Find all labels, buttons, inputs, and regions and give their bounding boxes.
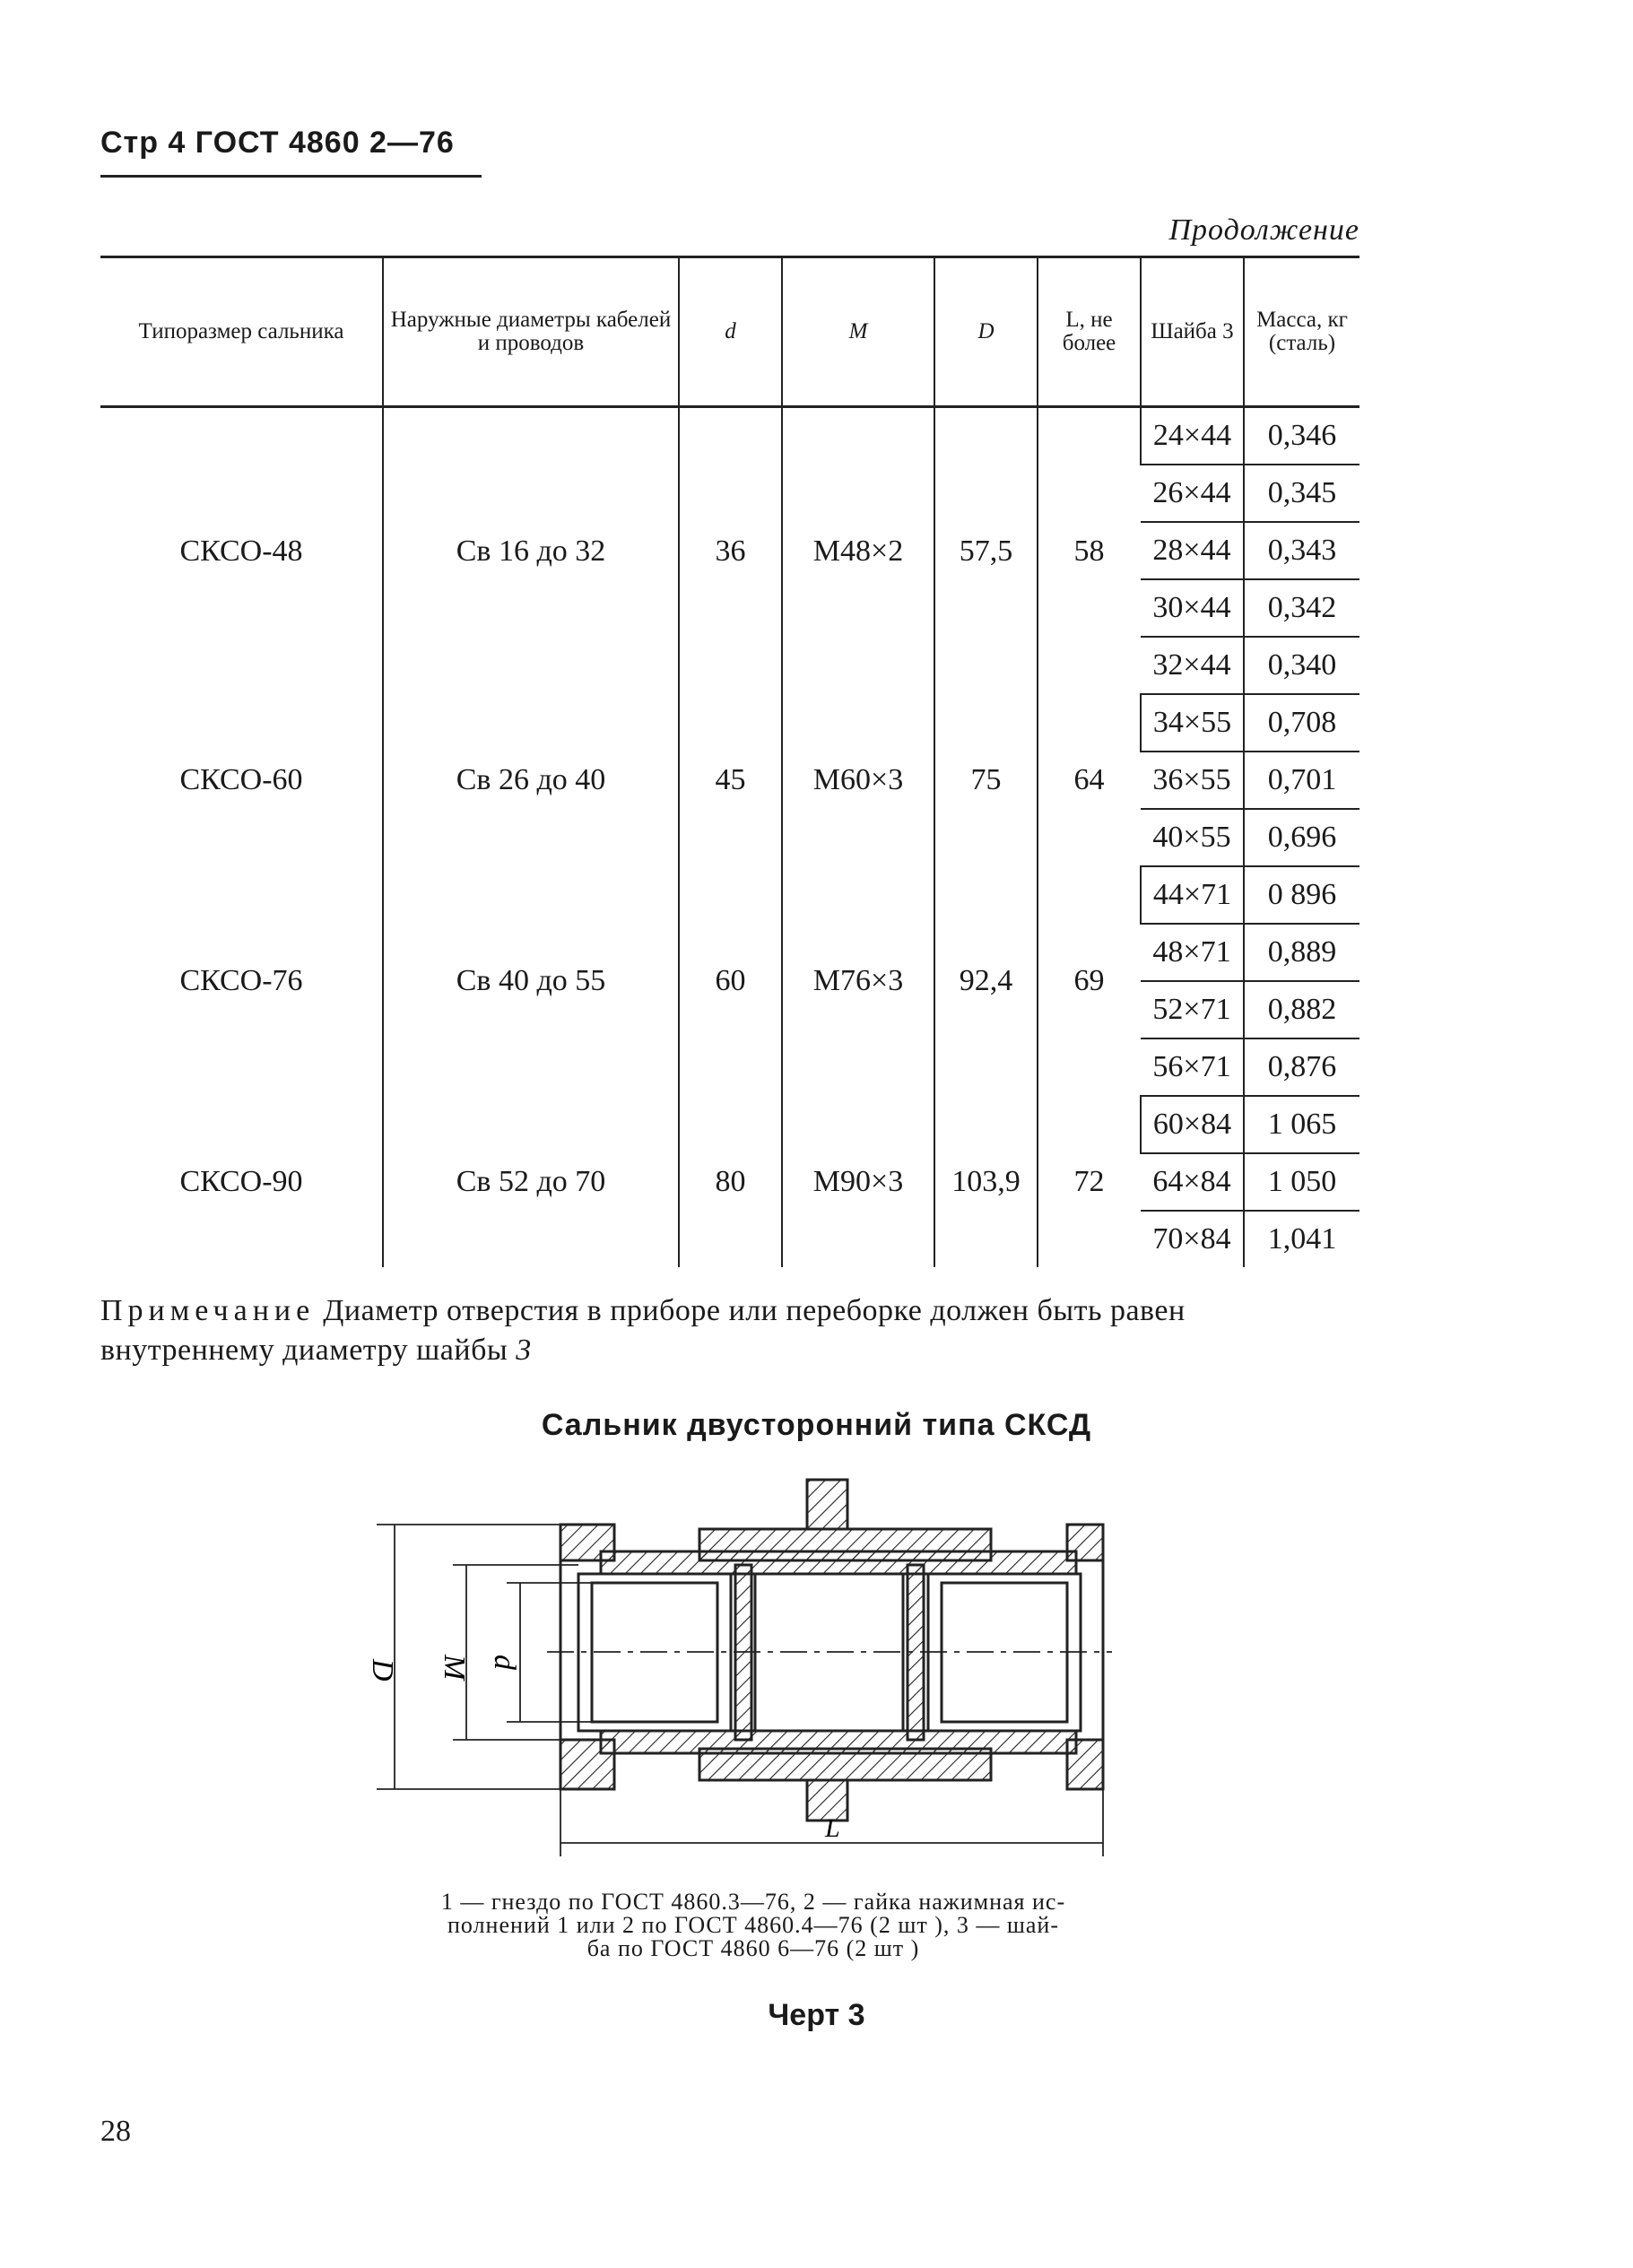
table-row [100,407,1359,465]
cell-D: 92,4 [934,866,1038,1096]
header-D: D [934,257,1038,407]
note-text: Диаметр отверстия в приборе или переборке должен быть равен внутреннему диаметру шайбы [100,1294,1186,1368]
header-L: L, не более [1038,257,1141,407]
cell-mass: 0,343 [1244,522,1359,579]
cell-washer: 32×44 [1141,637,1244,694]
continuation-label: Продолжение [1168,213,1359,247]
cell-mass: 0,346 [1244,407,1359,465]
gland-drawing [341,1462,1112,1883]
cell-diameters: Св 40 до 55 [383,866,679,1096]
cell-L: 69 [1038,866,1141,1096]
note-ref: 3 [516,1334,532,1368]
cell-washer: 40×55 [1141,809,1244,866]
specs-table [100,256,1359,1267]
cell-mass: 1 050 [1244,1153,1359,1211]
cell-m: М60×3 [782,694,934,866]
cell-L: 64 [1038,694,1141,866]
cell-mass: 0,345 [1244,465,1359,522]
cell-d: 80 [679,1096,782,1267]
cell-washer: 36×55 [1141,752,1244,809]
cell-D: 103,9 [934,1096,1038,1267]
cell-mass: 0,696 [1244,809,1359,866]
cell-type: СКСО-90 [179,1164,303,1198]
header-diameters: Наружные диаметры кабелей и проводов [383,257,679,407]
legend-line-3: ба по ГОСТ 4860 6—76 (2 шт ) [586,1935,920,1961]
drawing-legend [386,1890,1121,1960]
cell-type: СКСО-76 [179,964,303,997]
cell-L: 72 [1038,1096,1141,1267]
cell-washer: 52×71 [1141,981,1244,1038]
cell-D: 75 [934,694,1038,866]
section-title: Сальник двусторонний типа СКСД [541,1408,1092,1442]
cell-d: 60 [679,866,782,1096]
header-m: M [782,257,934,407]
table-body [100,407,1359,1268]
figure-label: Черт 3 [768,1998,865,2032]
table-row [100,694,1359,752]
cell-mass: 0,882 [1244,981,1359,1038]
table-row [100,866,1359,924]
cell-d: 45 [679,694,782,866]
cell-washer: 34×55 [1141,694,1244,752]
cell-washer: 30×44 [1141,579,1244,637]
cell-washer: 70×84 [1152,1222,1231,1256]
cell-washer: 26×44 [1141,465,1244,522]
cell-m: М76×3 [782,866,934,1096]
page-number: 28 [100,2115,131,2148]
cell-mass: 0 896 [1244,866,1359,924]
legend-line-2: полнений 1 или 2 по ГОСТ 4860.4—76 (2 шт ), 3 — шай- [447,1912,1059,1938]
header-type: Типоразмер сальника [100,257,383,407]
cell-washer: 44×71 [1141,866,1244,924]
cell-d: 36 [679,407,782,695]
cell-diameters: Св 52 до 70 [383,1096,679,1267]
header-rule [100,175,482,178]
legend-line-1: 1 — гнездо по ГОСТ 4860.3—76, 2 — гайка нажимная ис- [440,1889,1066,1915]
note-label: Примечание [100,1294,316,1327]
cell-mass: 0,889 [1244,924,1359,981]
cell-type: СКСО-48 [179,534,303,568]
cell-mass: 0,340 [1244,637,1359,694]
cell-washer: 64×84 [1141,1153,1244,1211]
cell-washer: 56×71 [1141,1038,1244,1096]
cell-type: СКСО-60 [179,763,303,796]
cell-mass: 0,342 [1244,579,1359,637]
label-d: d [488,1655,521,1670]
label-D: D [366,1659,399,1681]
header-washer: Шайба 3 [1141,257,1244,407]
gland-body [560,1480,1103,1820]
cell-mass: 0,701 [1244,752,1359,809]
cell-washer: 60×84 [1141,1096,1244,1153]
cell-mass: 1 065 [1244,1096,1359,1153]
cell-diameters: Св 26 до 40 [383,694,679,866]
cell-mass: 0,708 [1244,694,1359,752]
cell-mass: 0,876 [1244,1038,1359,1096]
header-d: d [679,257,782,407]
cell-m: М90×3 [782,1096,934,1267]
cell-washer: 28×44 [1141,522,1244,579]
cell-L: 58 [1038,407,1141,695]
header-mass: Масса, кг (сталь) [1244,257,1359,407]
cell-washer: 24×44 [1141,407,1244,465]
table-note [100,1291,1359,1370]
cell-mass: 1,041 [1244,1211,1359,1267]
label-L: L [825,1813,840,1843]
page-header: Стр 4 ГОСТ 4860 2—76 [100,126,455,160]
cell-washer: 48×71 [1141,924,1244,981]
label-M: M [438,1655,471,1681]
cell-diameters: Св 16 до 32 [383,407,679,695]
cell-m: М48×2 [782,407,934,695]
table-row [100,1096,1359,1153]
cell-D: 57,5 [934,407,1038,695]
specs-table-container [100,256,1359,1267]
